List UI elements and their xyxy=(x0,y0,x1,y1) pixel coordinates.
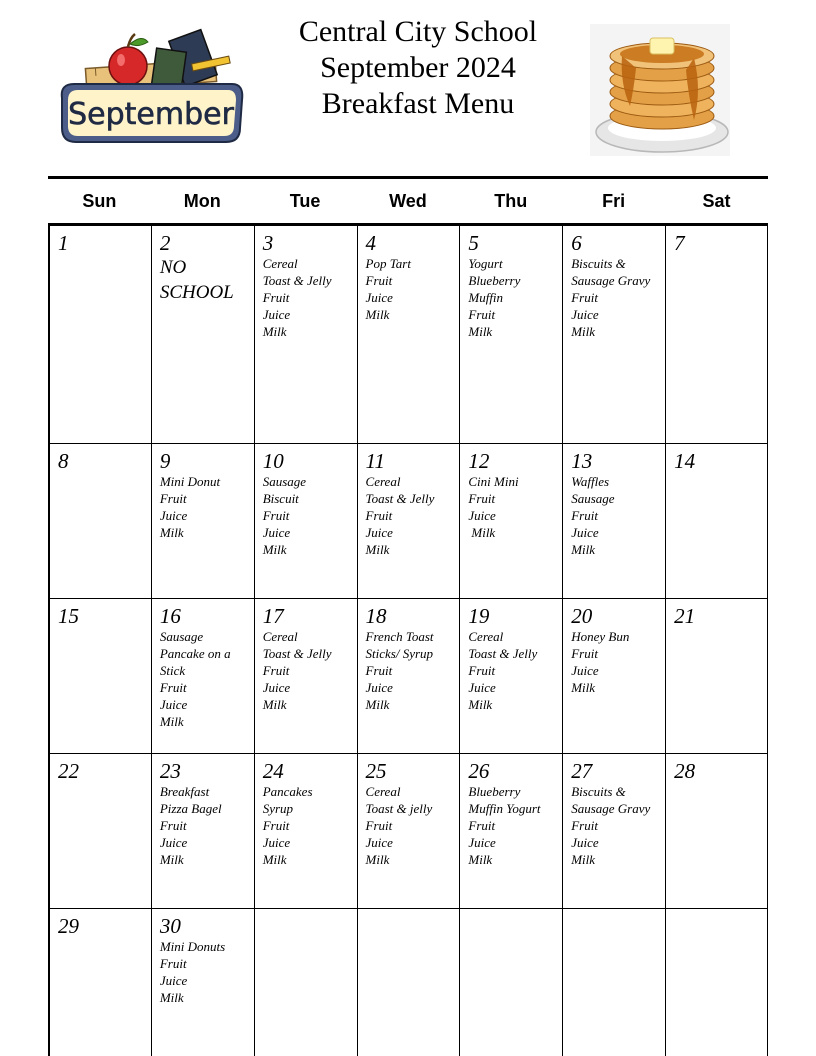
menu-items xyxy=(468,473,562,541)
day-cell-fri xyxy=(562,754,665,908)
day-cell-sun xyxy=(48,909,151,1056)
menu-item: Biscuits & xyxy=(571,256,626,271)
menu-item: Milk xyxy=(471,525,496,540)
day-number: 13 xyxy=(571,449,593,473)
menu-items xyxy=(366,783,460,868)
menu-item: Milk xyxy=(365,307,390,322)
day-number: 4 xyxy=(365,231,377,255)
menu-item: Syrup xyxy=(262,801,294,816)
week-row xyxy=(48,226,768,444)
menu-item: Fruit xyxy=(262,508,290,523)
weekday-tue: Tue xyxy=(289,191,321,211)
week-row xyxy=(48,444,768,599)
menu-item: Cereal xyxy=(262,629,298,644)
menu-item: Milk xyxy=(571,324,596,339)
menu-items xyxy=(160,628,254,730)
week-row xyxy=(48,754,768,909)
day-number: 6 xyxy=(571,231,582,255)
menu-item: Milk xyxy=(365,852,390,867)
month-year: September 2024 xyxy=(320,51,516,84)
menu-item: Cereal xyxy=(365,474,401,489)
day-cell-wed xyxy=(357,909,460,1056)
day-cell-sat xyxy=(665,444,768,598)
menu-item: Milk xyxy=(468,697,493,712)
menu-item: Blueberry xyxy=(468,273,521,288)
menu-item: Cini Mini xyxy=(468,474,519,489)
menu-item: Toast & Jelly xyxy=(262,646,332,661)
day-cell-sat xyxy=(665,909,768,1056)
menu-item: Milk xyxy=(262,852,287,867)
day-cell-fri xyxy=(562,226,665,443)
menu-items xyxy=(263,255,357,340)
menu-item: Juice xyxy=(262,525,291,540)
menu-item: Fruit xyxy=(571,646,598,661)
day-cell-tue xyxy=(254,599,357,753)
day-number: 14 xyxy=(674,449,696,473)
menu-item: Fruit xyxy=(468,663,496,678)
menu-item: Toast & Jelly xyxy=(262,273,332,288)
menu-item: Toast & jelly xyxy=(365,801,433,816)
menu-item: Juice xyxy=(468,680,496,695)
weekday-thu: Thu xyxy=(494,191,528,211)
menu-item: Cereal xyxy=(365,784,401,799)
menu-item: Juice xyxy=(365,525,393,540)
menu-item: Fruit xyxy=(262,290,290,305)
menu-items xyxy=(160,473,254,541)
menu-item: Pancake on a xyxy=(159,646,231,661)
menu-item: Juice xyxy=(571,307,599,322)
day-number: 28 xyxy=(674,759,696,783)
day-cell-sat xyxy=(665,226,768,443)
menu-title xyxy=(240,14,596,122)
menu-item: Waffles xyxy=(571,474,610,489)
day-number: 8 xyxy=(58,449,69,473)
menu-item: Fruit xyxy=(468,491,496,506)
day-cell-thu xyxy=(459,754,562,908)
menu-items xyxy=(263,473,357,558)
notice-line: SCHOOL xyxy=(159,282,234,303)
day-number: 21 xyxy=(674,604,696,628)
day-cell-fri xyxy=(562,444,665,598)
menu-item: Milk xyxy=(571,680,596,695)
menu-item: Fruit xyxy=(365,508,393,523)
menu-item: Sausage xyxy=(262,474,307,489)
menu-item: Pancakes xyxy=(262,784,313,799)
week-row xyxy=(48,909,768,1056)
menu-item: Pizza Bagel xyxy=(159,801,222,816)
menu-item: Mini Donut xyxy=(159,474,221,489)
menu-item: Juice xyxy=(365,835,393,850)
menu-item: Sausage xyxy=(159,629,204,644)
menu-item: Fruit xyxy=(262,818,290,833)
day-cell-sat xyxy=(665,599,768,753)
menu-item: Milk xyxy=(159,714,184,729)
menu-item: Milk xyxy=(571,852,596,867)
day-cell-wed xyxy=(357,754,460,908)
weekday-sat: Sat xyxy=(702,191,731,211)
day-number: 11 xyxy=(365,449,385,473)
day-cell-wed xyxy=(357,599,460,753)
menu-item: Blueberry xyxy=(468,784,521,799)
day-cell-thu xyxy=(459,599,562,753)
menu-item: Juice xyxy=(159,697,188,712)
day-number: 7 xyxy=(674,231,685,255)
menu-items xyxy=(571,473,665,558)
menu-item: Milk xyxy=(365,542,390,557)
menu-item: Sticks/ Syrup xyxy=(365,646,434,661)
day-number: 30 xyxy=(159,914,181,938)
menu-item: Biscuit xyxy=(262,491,299,506)
menu-items xyxy=(366,255,460,323)
weekday-wed: Wed xyxy=(389,191,427,211)
menu-item: Juice xyxy=(571,525,599,540)
menu-item: Fruit xyxy=(365,663,393,678)
day-number: 20 xyxy=(571,604,593,628)
menu-item: Fruit xyxy=(571,290,598,305)
menu-item: Stick xyxy=(159,663,186,678)
day-number: 10 xyxy=(262,449,284,473)
menu-item: Fruit xyxy=(571,818,598,833)
day-number: 15 xyxy=(58,604,79,628)
day-cell-thu xyxy=(459,444,562,598)
menu-item: Fruit xyxy=(262,663,290,678)
menu-item: Fruit xyxy=(159,818,187,833)
menu-items xyxy=(160,938,254,1006)
weekday-sun: Sun xyxy=(82,191,117,211)
menu-items xyxy=(468,783,562,868)
september-clipart-label: September xyxy=(68,97,234,132)
day-cell-fri xyxy=(562,909,665,1056)
menu-item: French Toast xyxy=(365,629,434,644)
menu-item: Juice xyxy=(468,508,496,523)
day-number: 12 xyxy=(468,449,490,473)
menu-item: Juice xyxy=(262,307,291,322)
day-number: 18 xyxy=(365,604,387,628)
menu-item: Yogurt xyxy=(468,256,503,271)
day-cell-mon xyxy=(151,754,254,908)
menu-items xyxy=(571,628,665,696)
day-cell-tue xyxy=(254,226,357,443)
menu-item: Milk xyxy=(159,990,184,1005)
day-cell-tue xyxy=(254,754,357,908)
menu-item: Milk xyxy=(468,852,493,867)
menu-item: Sausage Gravy xyxy=(571,273,651,288)
day-number: 16 xyxy=(159,604,181,628)
day-number: 22 xyxy=(58,759,79,783)
school-name: Central City School xyxy=(298,15,538,48)
menu-item: Milk xyxy=(262,697,287,712)
menu-item: Fruit xyxy=(468,307,496,322)
day-cell-mon xyxy=(151,444,254,598)
day-number: 9 xyxy=(159,449,171,473)
menu-item: Honey Bun xyxy=(571,629,630,644)
weekday-fri: Fri xyxy=(602,191,626,211)
day-number: 25 xyxy=(365,759,387,783)
notice-line: NO xyxy=(159,257,187,278)
september-clipart xyxy=(56,20,246,150)
weekday-mon: Mon xyxy=(183,191,221,211)
menu-items xyxy=(263,628,357,713)
menu-item: Juice xyxy=(159,835,188,850)
day-cell-sat xyxy=(665,754,768,908)
day-cell-fri xyxy=(562,599,665,753)
day-number: 17 xyxy=(262,604,284,628)
menu-item: Juice xyxy=(571,835,599,850)
menu-item: Milk xyxy=(159,852,184,867)
menu-item: Fruit xyxy=(159,680,187,695)
menu-items xyxy=(160,783,254,868)
menu-item: Fruit xyxy=(468,818,496,833)
day-cell-wed xyxy=(357,226,460,443)
day-number: 27 xyxy=(571,759,593,783)
menu-items xyxy=(571,255,665,340)
week-row xyxy=(48,599,768,754)
menu-item: Fruit xyxy=(571,508,598,523)
menu-item: Breakfast xyxy=(159,784,210,799)
day-cell-thu xyxy=(459,226,562,443)
day-cell-thu xyxy=(459,909,562,1056)
menu-item: Cereal xyxy=(468,629,504,644)
menu-item: Muffin xyxy=(468,290,504,305)
day-number: 19 xyxy=(468,604,490,628)
menu-items xyxy=(468,628,562,713)
menu-type: Breakfast Menu xyxy=(321,87,515,120)
menu-item: Mini Donuts xyxy=(159,939,226,954)
menu-item: Milk xyxy=(262,542,287,557)
day-number: 2 xyxy=(159,231,171,255)
weekday-header xyxy=(48,179,768,223)
menu-items xyxy=(263,783,357,868)
menu-item: Juice xyxy=(571,663,599,678)
menu-item: Fruit xyxy=(365,273,393,288)
menu-item: Juice xyxy=(262,680,291,695)
menu-item: Milk xyxy=(159,525,184,540)
day-number: 23 xyxy=(159,759,181,783)
day-cell-wed xyxy=(357,444,460,598)
menu-item: Sausage xyxy=(571,491,615,506)
no-school-notice xyxy=(160,255,254,305)
menu-item: Juice xyxy=(262,835,291,850)
day-cell-mon xyxy=(151,909,254,1056)
calendar-grid xyxy=(48,226,768,1056)
pancake-clipart xyxy=(590,24,730,156)
day-number: 26 xyxy=(468,759,490,783)
menu-items xyxy=(468,255,562,340)
day-cell-sun xyxy=(48,444,151,598)
menu-item: Pop Tart xyxy=(365,256,411,271)
menu-item: Toast & Jelly xyxy=(468,646,538,661)
day-cell-sun xyxy=(48,226,151,443)
menu-items xyxy=(366,628,460,713)
menu-item: Juice xyxy=(365,290,393,305)
day-cell-tue xyxy=(254,444,357,598)
menu-items xyxy=(571,783,665,868)
day-cell-sun xyxy=(48,754,151,908)
day-number: 24 xyxy=(262,759,284,783)
menu-item: Juice xyxy=(365,680,393,695)
day-number: 1 xyxy=(58,231,69,255)
day-number: 29 xyxy=(58,914,79,938)
menu-item: Juice xyxy=(159,973,188,988)
day-number: 5 xyxy=(468,231,479,255)
menu-item: Milk xyxy=(468,324,493,339)
day-number: 3 xyxy=(262,231,274,255)
day-cell-mon xyxy=(151,599,254,753)
menu-item: Fruit xyxy=(365,818,393,833)
menu-item: Milk xyxy=(571,542,596,557)
menu-item: Muffin Yogurt xyxy=(468,801,541,816)
menu-item: Juice xyxy=(159,508,188,523)
menu-item: Cereal xyxy=(262,256,298,271)
day-cell-sun xyxy=(48,599,151,753)
menu-item: Milk xyxy=(262,324,287,339)
menu-items xyxy=(366,473,460,558)
menu-item: Biscuits & xyxy=(571,784,626,799)
day-cell-mon xyxy=(151,226,254,443)
menu-item: Juice xyxy=(468,835,496,850)
day-cell-tue xyxy=(254,909,357,1056)
menu-item: Sausage Gravy xyxy=(571,801,651,816)
menu-item: Toast & Jelly xyxy=(365,491,435,506)
menu-item: Fruit xyxy=(159,956,187,971)
menu-item: Milk xyxy=(365,697,390,712)
menu-item: Fruit xyxy=(159,491,187,506)
